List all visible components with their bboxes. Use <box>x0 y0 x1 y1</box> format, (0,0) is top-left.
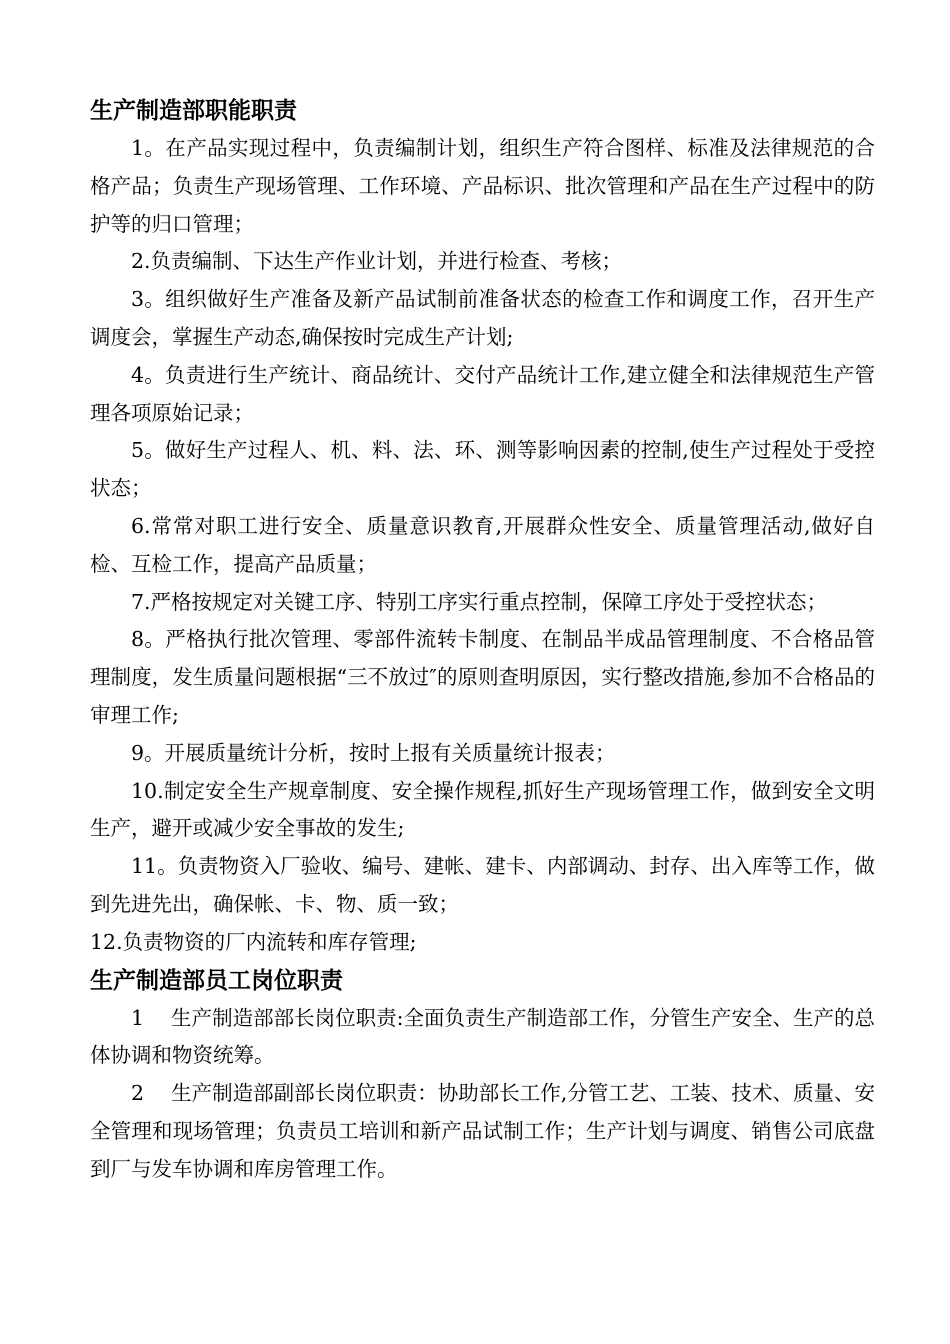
function-item-3: 3。组织做好生产准备及新产品试制前准备状态的检查工作和调度工作，召开生产调度会，掌握生产动态,确保按时完成生产计划; <box>90 287 875 349</box>
function-item-10: 10.制定安全生产规章制度、安全操作规程,抓好生产现场管理工作，做到安全文明生产，避开或减少安全事故的发生; <box>90 778 875 841</box>
function-item-4: 4。负责进行生产统计、商品统计、交付产品统计工作,建立健全和法律规范生产管理各项原始记录； <box>90 362 875 425</box>
function-item-6: 6.常常对职工进行安全、质量意识教育,开展群众性安全、质量管理活动,做好自检、互检工作，提高产品质量； <box>90 513 875 576</box>
position-item-2: 2 生产制造部副部长岗位职责：协助部长工作,分管工艺、工装、技术、质量、安全管理和现场管理；负责员工培训和新产品试制工作；生产计划与调度、销售公司底盘到厂与发车协调和库房管理工作。 <box>90 1081 875 1181</box>
function-item-9: 9。开展质量统计分析，按时上报有关质量统计报表； <box>131 740 616 765</box>
function-item-7: 7.严格按规定对关键工序、特别工序实行重点控制，保障工序处于受控状态； <box>131 589 828 614</box>
function-item-12: 12.负责物资的厂内流转和库存管理; <box>90 929 417 954</box>
function-item-1: 1。在产品实现过程中，负责编制计划，组织生产符合图样、标准及法律规范的合格产品；负责生产现场管理、工作环境、产品标识、批次管理和产品在生产过程中的防护等的归口管理； <box>90 136 875 236</box>
document-body <box>90 92 875 1189</box>
function-item-8: 8。严格执行批次管理、零部件流转卡制度、在制品半成品管理制度、不合格品管理制度，发生质量问题根据“三不放过″的原则查明原因，实行整改措施,参加不合格品的审理工作; <box>90 627 875 727</box>
function-item-5: 5。做好生产过程人、机、料、法、环、测等影响因素的控制,使生产过程处于受控状态； <box>90 438 875 501</box>
section-title-positions: 生产制造部员工岗位职责 <box>90 967 343 994</box>
section-title-functions: 生产制造部职能职责 <box>90 98 297 124</box>
position-item-1: 1 生产制造部部长岗位职责:全面负责生产制造部工作，分管生产安全、生产的总体协调和物资统筹。 <box>90 1005 875 1068</box>
function-item-2: 2.负责编制、下达生产作业计划，并进行检查、考核； <box>131 249 623 274</box>
function-item-11: 11。负责物资入厂验收、编号、建帐、建卡、内部调动、封存、出入库等工作，做到先进先出，确保帐、卡、物、质一致； <box>90 854 875 916</box>
